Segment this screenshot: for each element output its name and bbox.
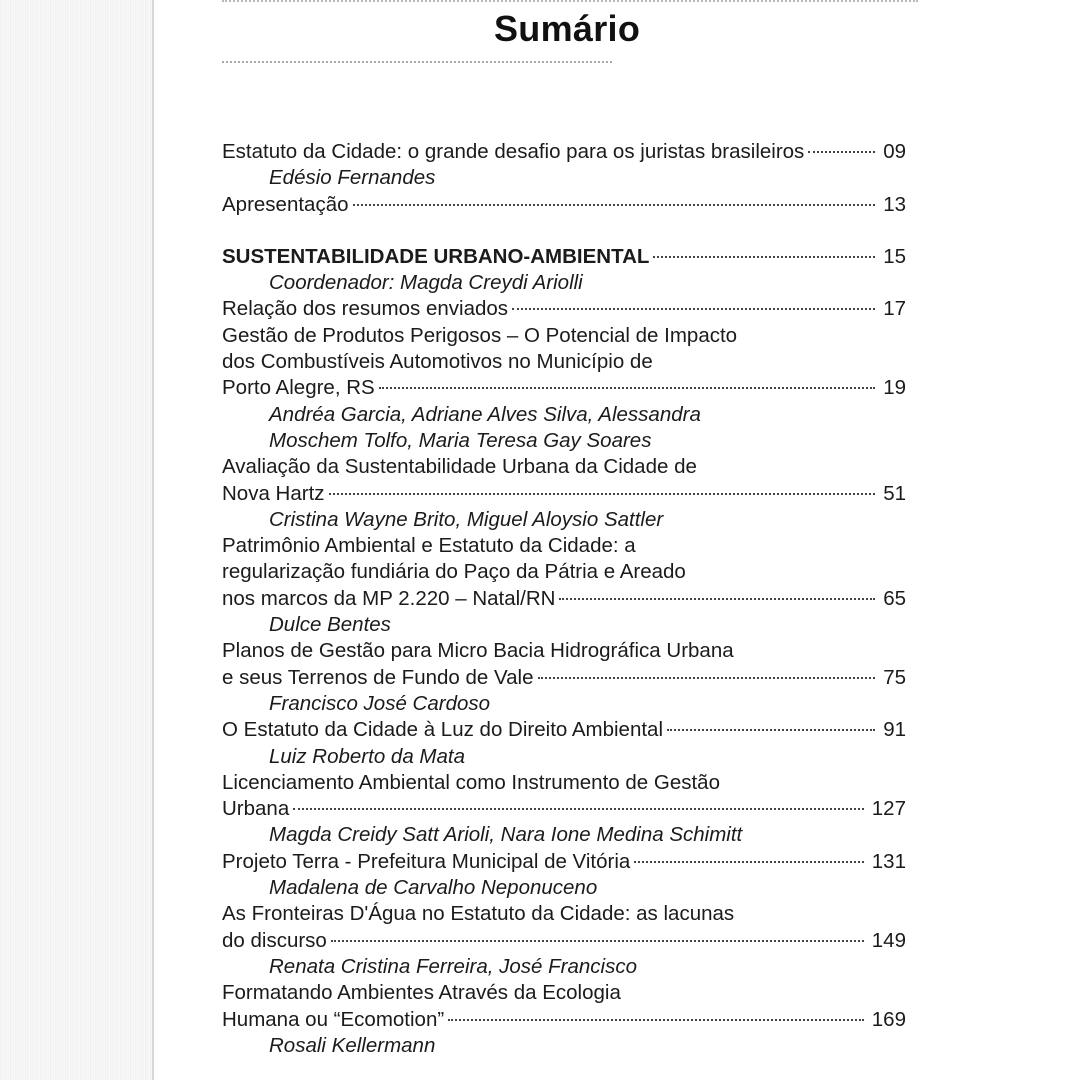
dot-leader — [559, 598, 875, 600]
dot-leader — [512, 308, 875, 310]
top-rule — [222, 0, 918, 5]
toc-entry-title: Nova Hartz — [222, 481, 325, 505]
toc-author: Dulce Bentes — [269, 613, 391, 637]
toc-entry-title: O Estatuto da Cidade à Luz do Direito Ambiental — [222, 718, 664, 742]
dot-leader — [379, 387, 875, 389]
toc-author: Francisco José Cardoso — [269, 691, 491, 715]
dot-leader — [634, 861, 863, 863]
toc-page-number: 91 — [883, 718, 906, 742]
toc-title-line: dos Combustíveis Automotivos no Município de — [222, 350, 653, 374]
toc-entry-title: SUSTENTABILIDADE URBANO-AMBIENTAL — [222, 244, 650, 268]
toc-author: Edésio Fernandes — [269, 166, 436, 190]
dot-leader — [293, 808, 864, 810]
toc-page-number: 131 — [871, 849, 906, 873]
toc-author: Renata Cristina Ferreira, José Francisco — [269, 954, 637, 978]
dot-leader — [667, 729, 875, 731]
toc-title-line: Planos de Gestão para Micro Bacia Hidrográfica Urbana — [222, 639, 734, 663]
toc-entry-title: Estatuto da Cidade: o grande desafio para os juristas brasileiros — [222, 140, 805, 163]
toc-entry — [222, 717, 906, 743]
toc-page-number: 17 — [883, 297, 906, 321]
toc-title-line: regularização fundiária do Paço da Pátria e Areado — [222, 560, 686, 584]
toc-author: Coordenador: Magda Creydi Ariolli — [269, 271, 583, 295]
toc-entry — [222, 796, 906, 822]
toc-entry — [222, 849, 906, 875]
toc-author: Magda Creidy Satt Arioli, Nara Ione Medina Schimitt — [269, 823, 743, 847]
toc-entry-title: e seus Terrenos de Fundo de Vale — [222, 665, 534, 689]
toc-entry-title: Humana ou “Ecomotion” — [222, 1007, 445, 1031]
toc-page-number: 19 — [883, 376, 906, 400]
page-title: Sumário — [494, 8, 641, 49]
toc-page-number: 169 — [871, 1007, 906, 1031]
toc-entry — [222, 665, 906, 691]
toc-title-line: Avaliação da Sustentabilidade Urbana da Cidade de — [222, 455, 697, 479]
toc-entry-title: Urbana — [222, 797, 290, 821]
toc-entry — [222, 481, 906, 507]
toc-title-line: Gestão de Produtos Perigosos – O Potencial de Impacto — [222, 323, 738, 347]
toc-entry-title: do discurso — [222, 928, 327, 952]
toc-page-number: 65 — [883, 586, 906, 610]
toc-author: Cristina Wayne Brito, Miguel Aloysio Sattler — [269, 507, 664, 531]
toc-entry-title: Apresentação — [222, 192, 349, 216]
toc-entry — [222, 375, 906, 401]
toc-author: Rosali Kellermann — [269, 1033, 436, 1057]
dot-leader — [353, 204, 876, 206]
toc-page-number: 127 — [871, 797, 906, 821]
toc-title-line: Licenciamento Ambiental como Instrumento de Gestão — [222, 770, 720, 794]
toc-page-number: 75 — [883, 665, 906, 689]
toc-author: Moschem Tolfo, Maria Teresa Gay Soares — [269, 428, 652, 452]
toc-title-line: Formatando Ambientes Através da Ecologia — [222, 981, 621, 1005]
toc-page-number: 51 — [883, 481, 906, 505]
toc-author: Madalena de Carvalho Neponuceno — [269, 876, 598, 900]
toc-entry — [222, 192, 906, 218]
dot-leader — [538, 677, 876, 679]
toc-title-line: Patrimônio Ambiental e Estatuto da Cidade: a — [222, 534, 636, 558]
toc-entry — [222, 1007, 906, 1033]
dot-leader — [653, 256, 875, 258]
toc-title-line: As Fronteiras D'Água no Estatuto da Cidade: as lacunas — [222, 902, 735, 926]
toc-page-number: 13 — [883, 192, 906, 216]
toc-entry — [222, 586, 906, 612]
toc-entry-title: Relação dos resumos enviados — [222, 297, 509, 321]
dot-leader — [448, 1019, 864, 1021]
title-underline — [222, 61, 612, 65]
toc-page-number: 149 — [871, 928, 906, 952]
dot-leader — [329, 493, 876, 495]
toc-entry-title: nos marcos da MP 2.220 – Natal/RN — [222, 586, 556, 610]
page-edge — [152, 0, 154, 1080]
toc-entry — [222, 296, 906, 322]
table-of-contents — [222, 139, 906, 1059]
toc-page-number: 15 — [883, 244, 906, 268]
toc-author: Andréa Garcia, Adriane Alves Silva, Alessandra — [269, 402, 701, 426]
toc-page-number: 09 — [883, 140, 906, 163]
dot-leader — [331, 940, 864, 942]
toc-section — [222, 244, 906, 270]
dot-leader — [808, 151, 875, 153]
toc-entry — [222, 139, 906, 165]
toc-entry-title: Porto Alegre, RS — [222, 376, 375, 400]
toc-entry — [222, 928, 906, 954]
toc-author: Luiz Roberto da Mata — [269, 744, 466, 768]
toc-entry-title: Projeto Terra - Prefeitura Municipal de Vitória — [222, 849, 631, 873]
page-gutter — [0, 0, 152, 1080]
